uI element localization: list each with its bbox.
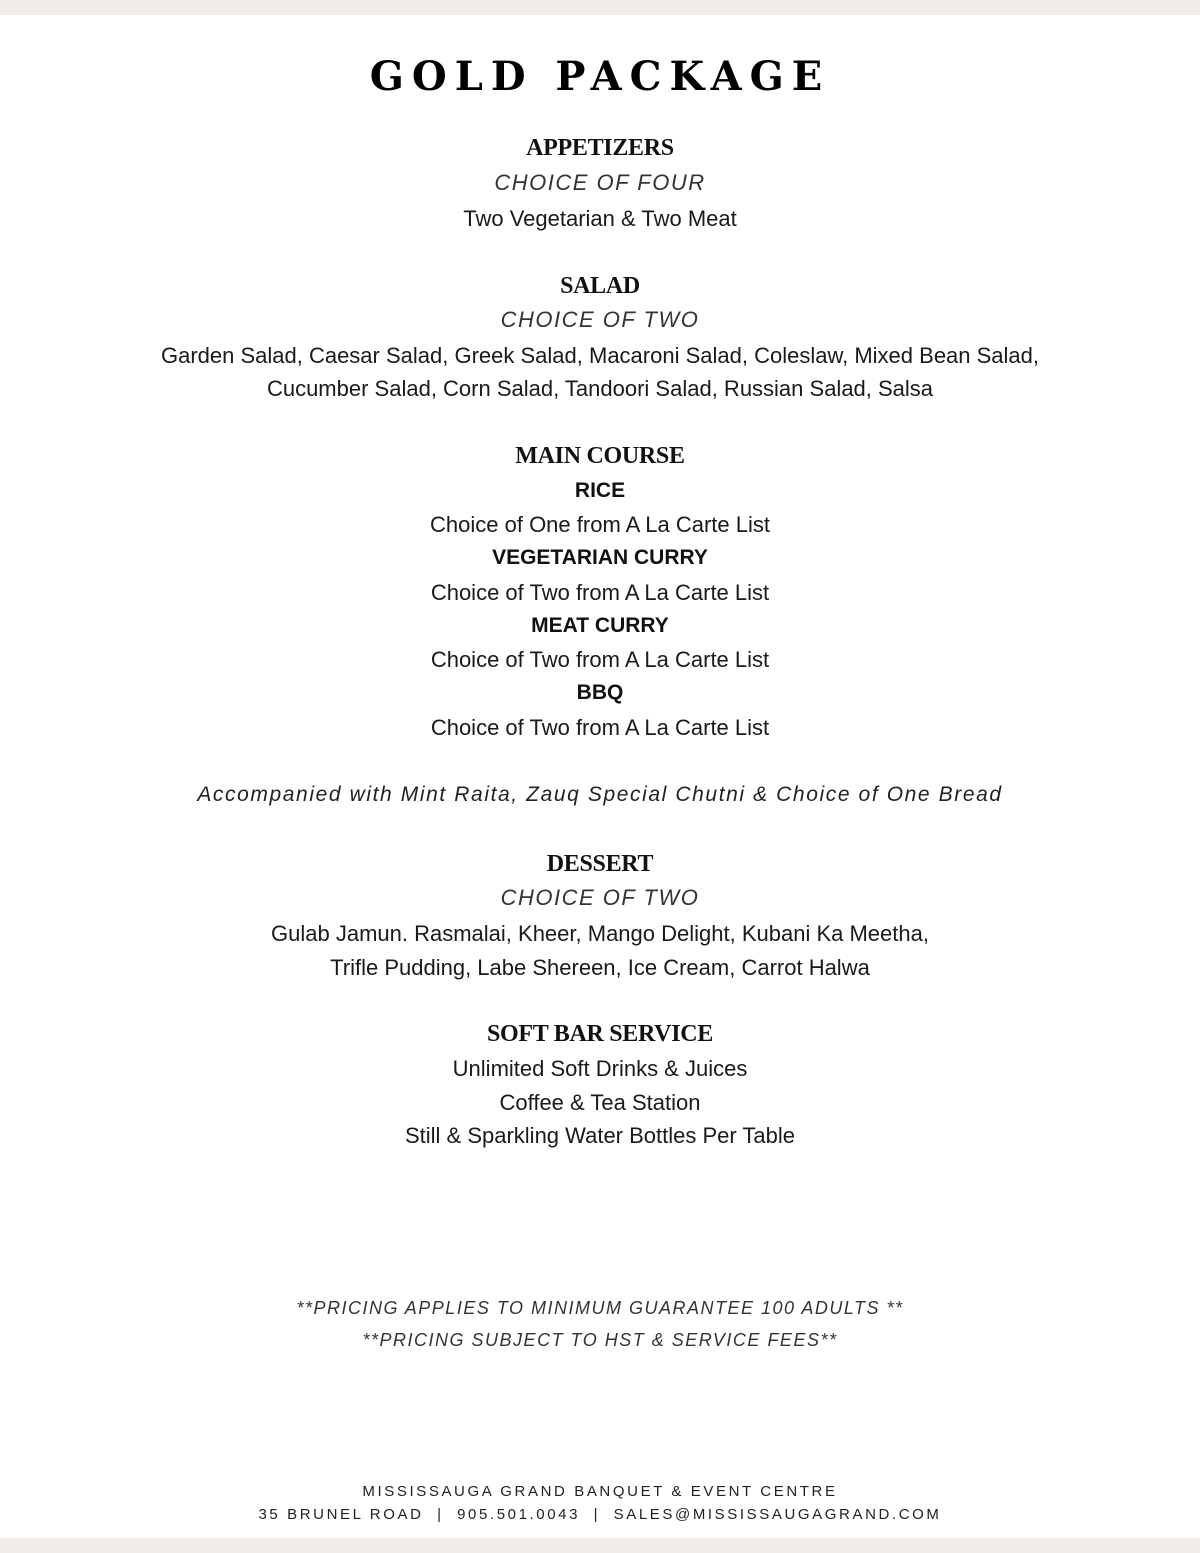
appetizers-detail: Two Vegetarian & Two Meat [463, 206, 737, 231]
meat-curry-label: MEAT CURRY [531, 614, 669, 637]
salad-heading: SALAD [560, 273, 640, 299]
soft-bar-line3: Still & Sparkling Water Bottles Per Table [404, 1123, 796, 1148]
rice-label: RICE [574, 479, 626, 502]
menu-page [0, 15, 1200, 1538]
footer-venue: MISSISSAUGA GRAND BANQUET & EVENT CENTRE [362, 1483, 838, 1500]
pricing-note-fees: **PRICING SUBJECT TO HST & SERVICE FEES** [362, 1330, 838, 1350]
salad-items-line1: Garden Salad, Caesar Salad, Greek Salad, Macaroni Salad, Coleslaw, Mixed Bean Salad, [160, 343, 1040, 368]
soft-bar-line1: Unlimited Soft Drinks & Juices [452, 1056, 748, 1081]
salad-items-line2: Cucumber Salad, Corn Salad, Tandoori Salad, Russian Salad, Salsa [266, 376, 934, 401]
meat-curry-detail: Choice of Two from A La Carte List [430, 647, 770, 672]
vegetarian-curry-label: VEGETARIAN CURRY [492, 546, 708, 569]
bbq-detail: Choice of Two from A La Carte List [430, 715, 770, 740]
appetizers-choice: CHOICE OF FOUR [494, 170, 706, 195]
dessert-items-line1: Gulab Jamun. Rasmalai, Kheer, Mango Delight, Kubani Ka Meetha, [271, 921, 929, 946]
pricing-note-minimum: **PRICING APPLIES TO MINIMUM GUARANTEE 100 ADULTS ** [296, 1298, 904, 1318]
accompaniment-note: Accompanied with Mint Raita, Zauq Special Chutni & Choice of One Bread [197, 783, 1003, 806]
soft-bar-line2: Coffee & Tea Station [499, 1090, 701, 1115]
salad-choice: CHOICE OF TWO [500, 307, 700, 332]
main-course-heading: MAIN COURSE [515, 443, 685, 469]
dessert-items-line2: Trifle Pudding, Labe Shereen, Ice Cream, Carrot Halwa [330, 955, 870, 980]
appetizers-heading: APPETIZERS [526, 135, 674, 161]
page-title: GOLD PACKAGE [369, 53, 831, 100]
soft-bar-heading: SOFT BAR SERVICE [487, 1021, 713, 1047]
bbq-label: BBQ [576, 681, 624, 704]
footer-contact: 35 BRUNEL ROAD | 905.501.0043 | SALES@MISSISSAUGAGRAND.COM [258, 1506, 942, 1523]
dessert-heading: DESSERT [546, 851, 654, 877]
vegetarian-curry-detail: Choice of Two from A La Carte List [430, 580, 770, 605]
dessert-choice: CHOICE OF TWO [500, 885, 700, 910]
rice-detail: Choice of One from A La Carte List [430, 512, 770, 537]
